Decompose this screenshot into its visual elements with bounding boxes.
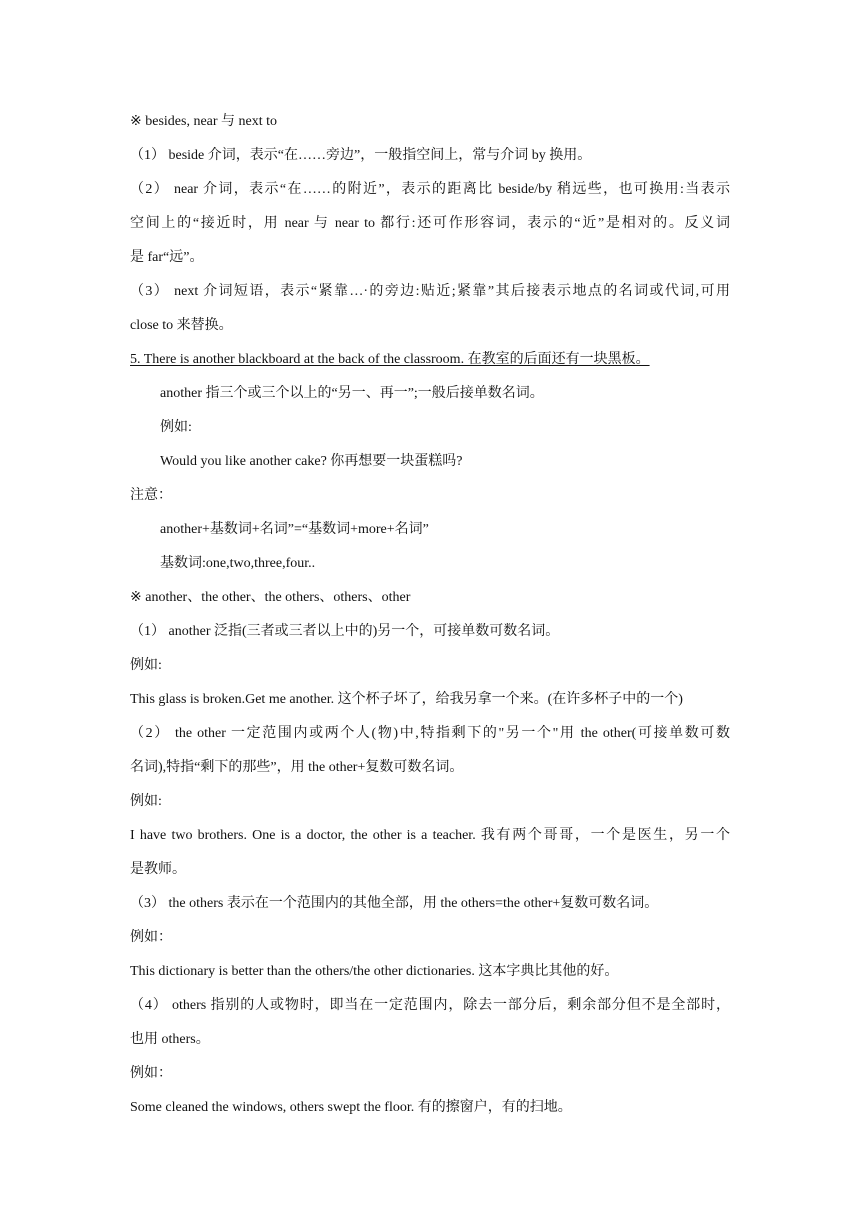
- example-label: 例如:: [160, 420, 192, 435]
- example-sentence: Would you like another cake? 你再想要一块蛋糕吗?: [160, 454, 463, 469]
- point-2-near-line-3: 是 far“远”。: [130, 250, 204, 265]
- point-1-another: （1） another 泛指(三者或三者以上中的)另一个，可接单数可数名词。: [130, 624, 560, 639]
- example-sentence: Some cleaned the windows, others swept the floor. 有的擦窗户，有的扫地。: [130, 1100, 572, 1115]
- point-3-next-line-1: （3） next 介词短语，表示“紧靠…·的旁边:贴近;紧靠”其后接表示地点的名词或代词,可用: [130, 284, 730, 299]
- section-heading-besides: ※ besides, near 与 next to: [130, 114, 278, 129]
- example-label: 例如：: [130, 1066, 172, 1081]
- point-2-the-other-line-1: （2） the other 一定范围内或两个人(物)中,特指剩下的"另一个"用 the other(可接单数可数: [130, 726, 730, 741]
- example-sentence-line-2: 是教师。: [130, 862, 186, 877]
- point-3-the-others: （3） the others 表示在一个范围内的其他全部，用 the others=the other+复数可数名词。: [130, 896, 659, 911]
- point-2-the-other-line-2: 名词),特指“剩下的那些”，用 the other+复数可数名词。: [130, 760, 464, 775]
- item-5-heading: 5. There is another blackboard at the back of the classroom. 在教室的后面还有一块黑板。: [130, 352, 650, 367]
- another-definition: another 指三个或三个以上的“另一、再一”;一般后接单数名词。: [160, 386, 544, 401]
- point-4-others-line-2: 也用 others。: [130, 1032, 210, 1047]
- point-4-others-line-1: （4） others 指别的人或物时，即当在一定范围内，除去一部分后，剩余部分但不是全部时，: [130, 998, 730, 1013]
- note-cardinals: 基数词:one,two,three,four..: [160, 556, 316, 571]
- note-rule: another+基数词+名词”=“基数词+more+名词”: [160, 522, 429, 537]
- point-2-near-line-2: 空间上的“接近时，用 near 与 near to 都行:还可作形容词，表示的“近”是相对的。反义词: [130, 216, 730, 231]
- example-label: 例如:: [130, 658, 162, 673]
- example-sentence: This glass is broken.Get me another. 这个杯子坏了，给我另拿一个来。(在许多杯子中的一个): [130, 692, 683, 707]
- section-heading-another: ※ another、the other、the others、others、other: [130, 590, 411, 605]
- point-2-near-line-1: （2） near 介词，表示“在……的附近”，表示的距离比 beside/by 稍远些，也可换用:当表示: [130, 182, 730, 197]
- point-3-next-line-2: close to 来替换。: [130, 318, 233, 333]
- point-1-beside: （1） beside 介词，表示“在……旁边”，一般指空间上，常与介词 by 换用。: [130, 148, 592, 163]
- note-label: 注意：: [130, 488, 172, 503]
- example-label: 例如:: [130, 794, 162, 809]
- example-sentence: This dictionary is better than the others/the other dictionaries. 这本字典比其他的好。: [130, 964, 619, 979]
- example-label: 例如：: [130, 930, 172, 945]
- example-sentence-line-1: I have two brothers. One is a doctor, the other is a teacher. 我有两个哥哥，一个是医生，另一个: [130, 828, 730, 843]
